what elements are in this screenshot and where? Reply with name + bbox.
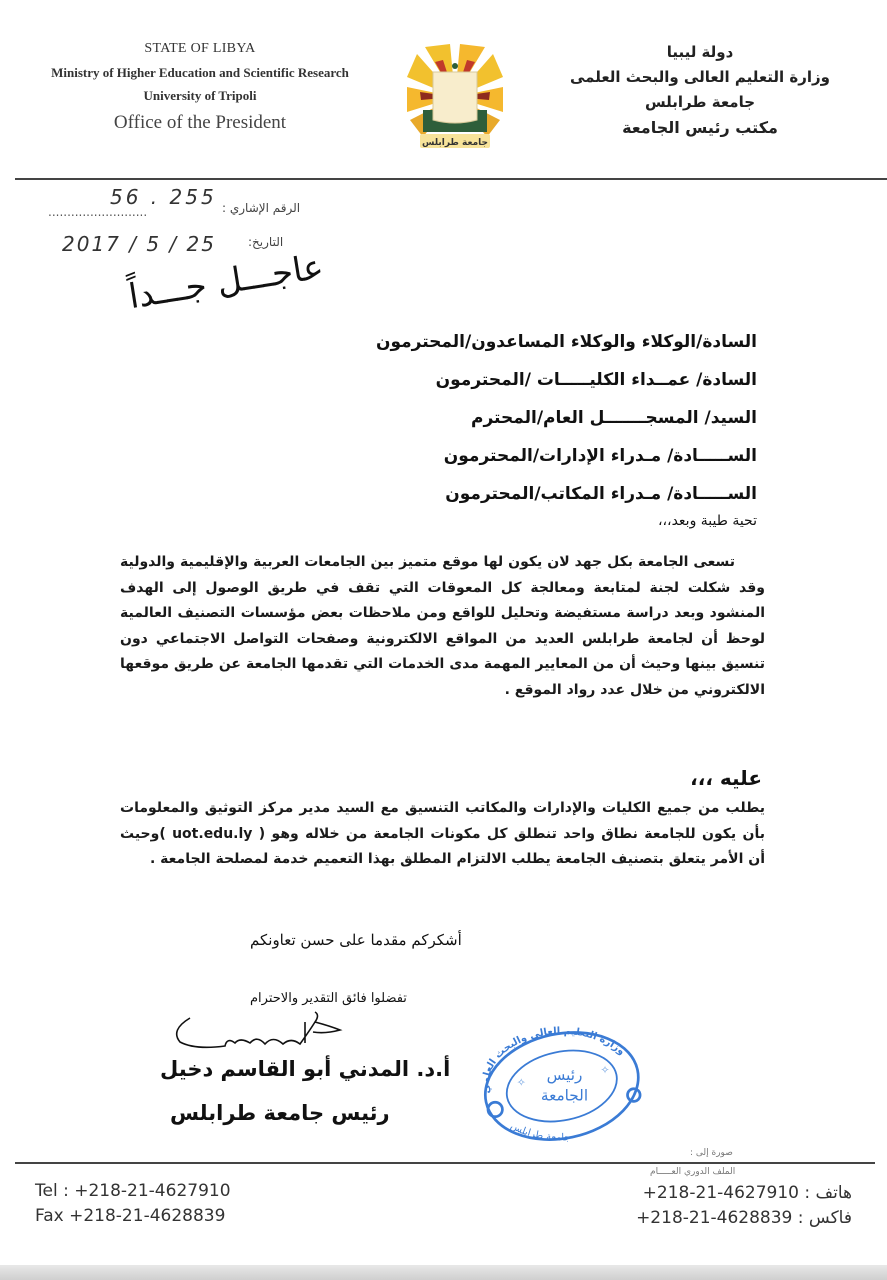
reference-dots [48, 206, 147, 218]
footer-fax-en [35, 1206, 225, 1227]
thanks-line: أشكركم مقدما على حسن تعاونكم [250, 931, 462, 949]
logo-caption: جامعة طرابلس [421, 138, 489, 148]
footer-divider [15, 1162, 875, 1164]
ministry-name-en: Ministry of Higher Education and Scientific Research [51, 65, 349, 80]
reference-number-value: 56 . 255 [110, 185, 217, 209]
scan-edge [0, 1265, 887, 1280]
routing-file: الملف الدوري العـــــام [650, 1167, 736, 1177]
reference-label: الرقم الإشاري : [222, 201, 301, 215]
stamp-bottom-text: جامعة طرابلس [508, 1120, 571, 1144]
date-label: التاريخ: [248, 235, 284, 249]
university-logo [405, 42, 505, 157]
body-paragraph-1: تسعى الجامعة بكل جهد لان يكون لها موقع متميز بين الجامعات العربية والإقليمية والدولية وقد شكلت لجنة لمتابعة ومعالجة كل المعوقات التي تقف في طريق الوصول إلى الهدف المنشود وبعد دراسة مستفيضة وتحليل للواقع ومن ملاحظات بعض مؤسسات التصنيف العالمية لوحظ أن لجامعة طرابلس العديد من المواقع الالكترونية وصفحات التواصل الاجتماعي دون تنسيق بينها وحيث أن من المعايير المهمة مدى الخدمات التي تقدمها الجامعة عن طريق موقعها الالكتروني من خلال عدد رواد الموقع . [120, 554, 765, 698]
stamp-star-icon: ✧ [516, 1076, 526, 1090]
stamp-center-line1: رئيس [546, 1065, 583, 1084]
office-name-ar: مكتب رئيس الجامعة [622, 118, 778, 137]
footer-tel-en [35, 1181, 231, 1202]
tel-number-en: +218-21-4627910 [74, 1181, 231, 1201]
body-paragraph-2: يطلب من جميع الكليات والإدارات والمكاتب التنسيق مع السيد مدير مركز التوثيق والمعلومات بأن يكون للجامعة نطاق واحد تنطلق كل مكونات الجامعة من خلاله وهو ( uot.edu.ly )وحيث أن الأمر يتعلق بتصنيف الجامعة يطلب الالتزام المطلق بهذا التعميم خدمة لمصلحة الجامعة . [120, 800, 765, 867]
footer-tel-ar [643, 1183, 852, 1204]
addressee-line: الســـــادة/ مـدراء المكاتب/المحترمون [445, 484, 757, 504]
ministry-name-ar: وزارة التعليم العالى والبحث العلمى [569, 68, 831, 86]
reference-dots-text: .......................... [48, 205, 148, 219]
stamp-star-icon: ✧ [600, 1063, 610, 1077]
letterhead-arabic [530, 40, 870, 140]
urgent-note: عاجـــل جـــداً [126, 246, 327, 318]
footer-fax-ar [636, 1208, 852, 1229]
fax-label-en: Fax [35, 1206, 64, 1226]
office-name-en: Office of the President [113, 112, 287, 133]
letterhead-english [0, 40, 400, 134]
state-name-ar: دولة ليبيا [666, 43, 734, 61]
header-divider [15, 178, 887, 180]
fax-label-ar: فاكس : [797, 1208, 852, 1228]
signer-title: رئيس جامعة طرابلس [170, 1101, 390, 1125]
date-value: 2017 / 5 / 25 [62, 232, 216, 256]
signature-scribble-icon [165, 1010, 365, 1055]
therefore-heading: عليه ،،، [690, 766, 762, 790]
addressee-line: الســـــادة/ مـدراء الإدارات/المحترمون [443, 446, 757, 466]
logo-shield-icon [433, 72, 477, 123]
signer-name: أ.د. المدني أبو القاسم دخيل [160, 1057, 451, 1081]
fax-number-ar: +218-21-4628839 [636, 1208, 793, 1228]
official-stamp [470, 1018, 650, 1146]
fax-number-en: +218-21-4628839 [69, 1206, 226, 1226]
regards-line: تفضلوا فائق التقدير والاحترام [250, 991, 407, 1006]
addressee-line: السادة/ عمــداء الكليـــــات /المحترمون [435, 370, 757, 390]
tel-label-ar: هاتف : [804, 1183, 852, 1203]
stamp-center-line2: الجامعة [540, 1086, 589, 1105]
addressee-line: السيد/ المسجـــــــل العام/المحترم [470, 408, 757, 428]
addressee-line: السادة/الوكلاء والوكلاء المساعدون/المحترمون [375, 332, 757, 352]
stamp-emblem-icon [488, 1102, 502, 1116]
routing-copy-to: صورة إلى : [690, 1148, 733, 1158]
stamp-ring-text: وزارة التعليم العالي والبحث العلمي [480, 1025, 627, 1095]
university-name-ar: جامعة طرابلس [644, 93, 756, 111]
university-name-en: University of Tripoli [143, 88, 257, 103]
greeting: تحية طيبة وبعد،،، [658, 513, 757, 529]
tel-label-en: Tel : [35, 1181, 69, 1201]
tel-number-ar: +218-21-4627910 [642, 1183, 799, 1203]
state-name-en: STATE OF LIBYA [144, 41, 256, 56]
